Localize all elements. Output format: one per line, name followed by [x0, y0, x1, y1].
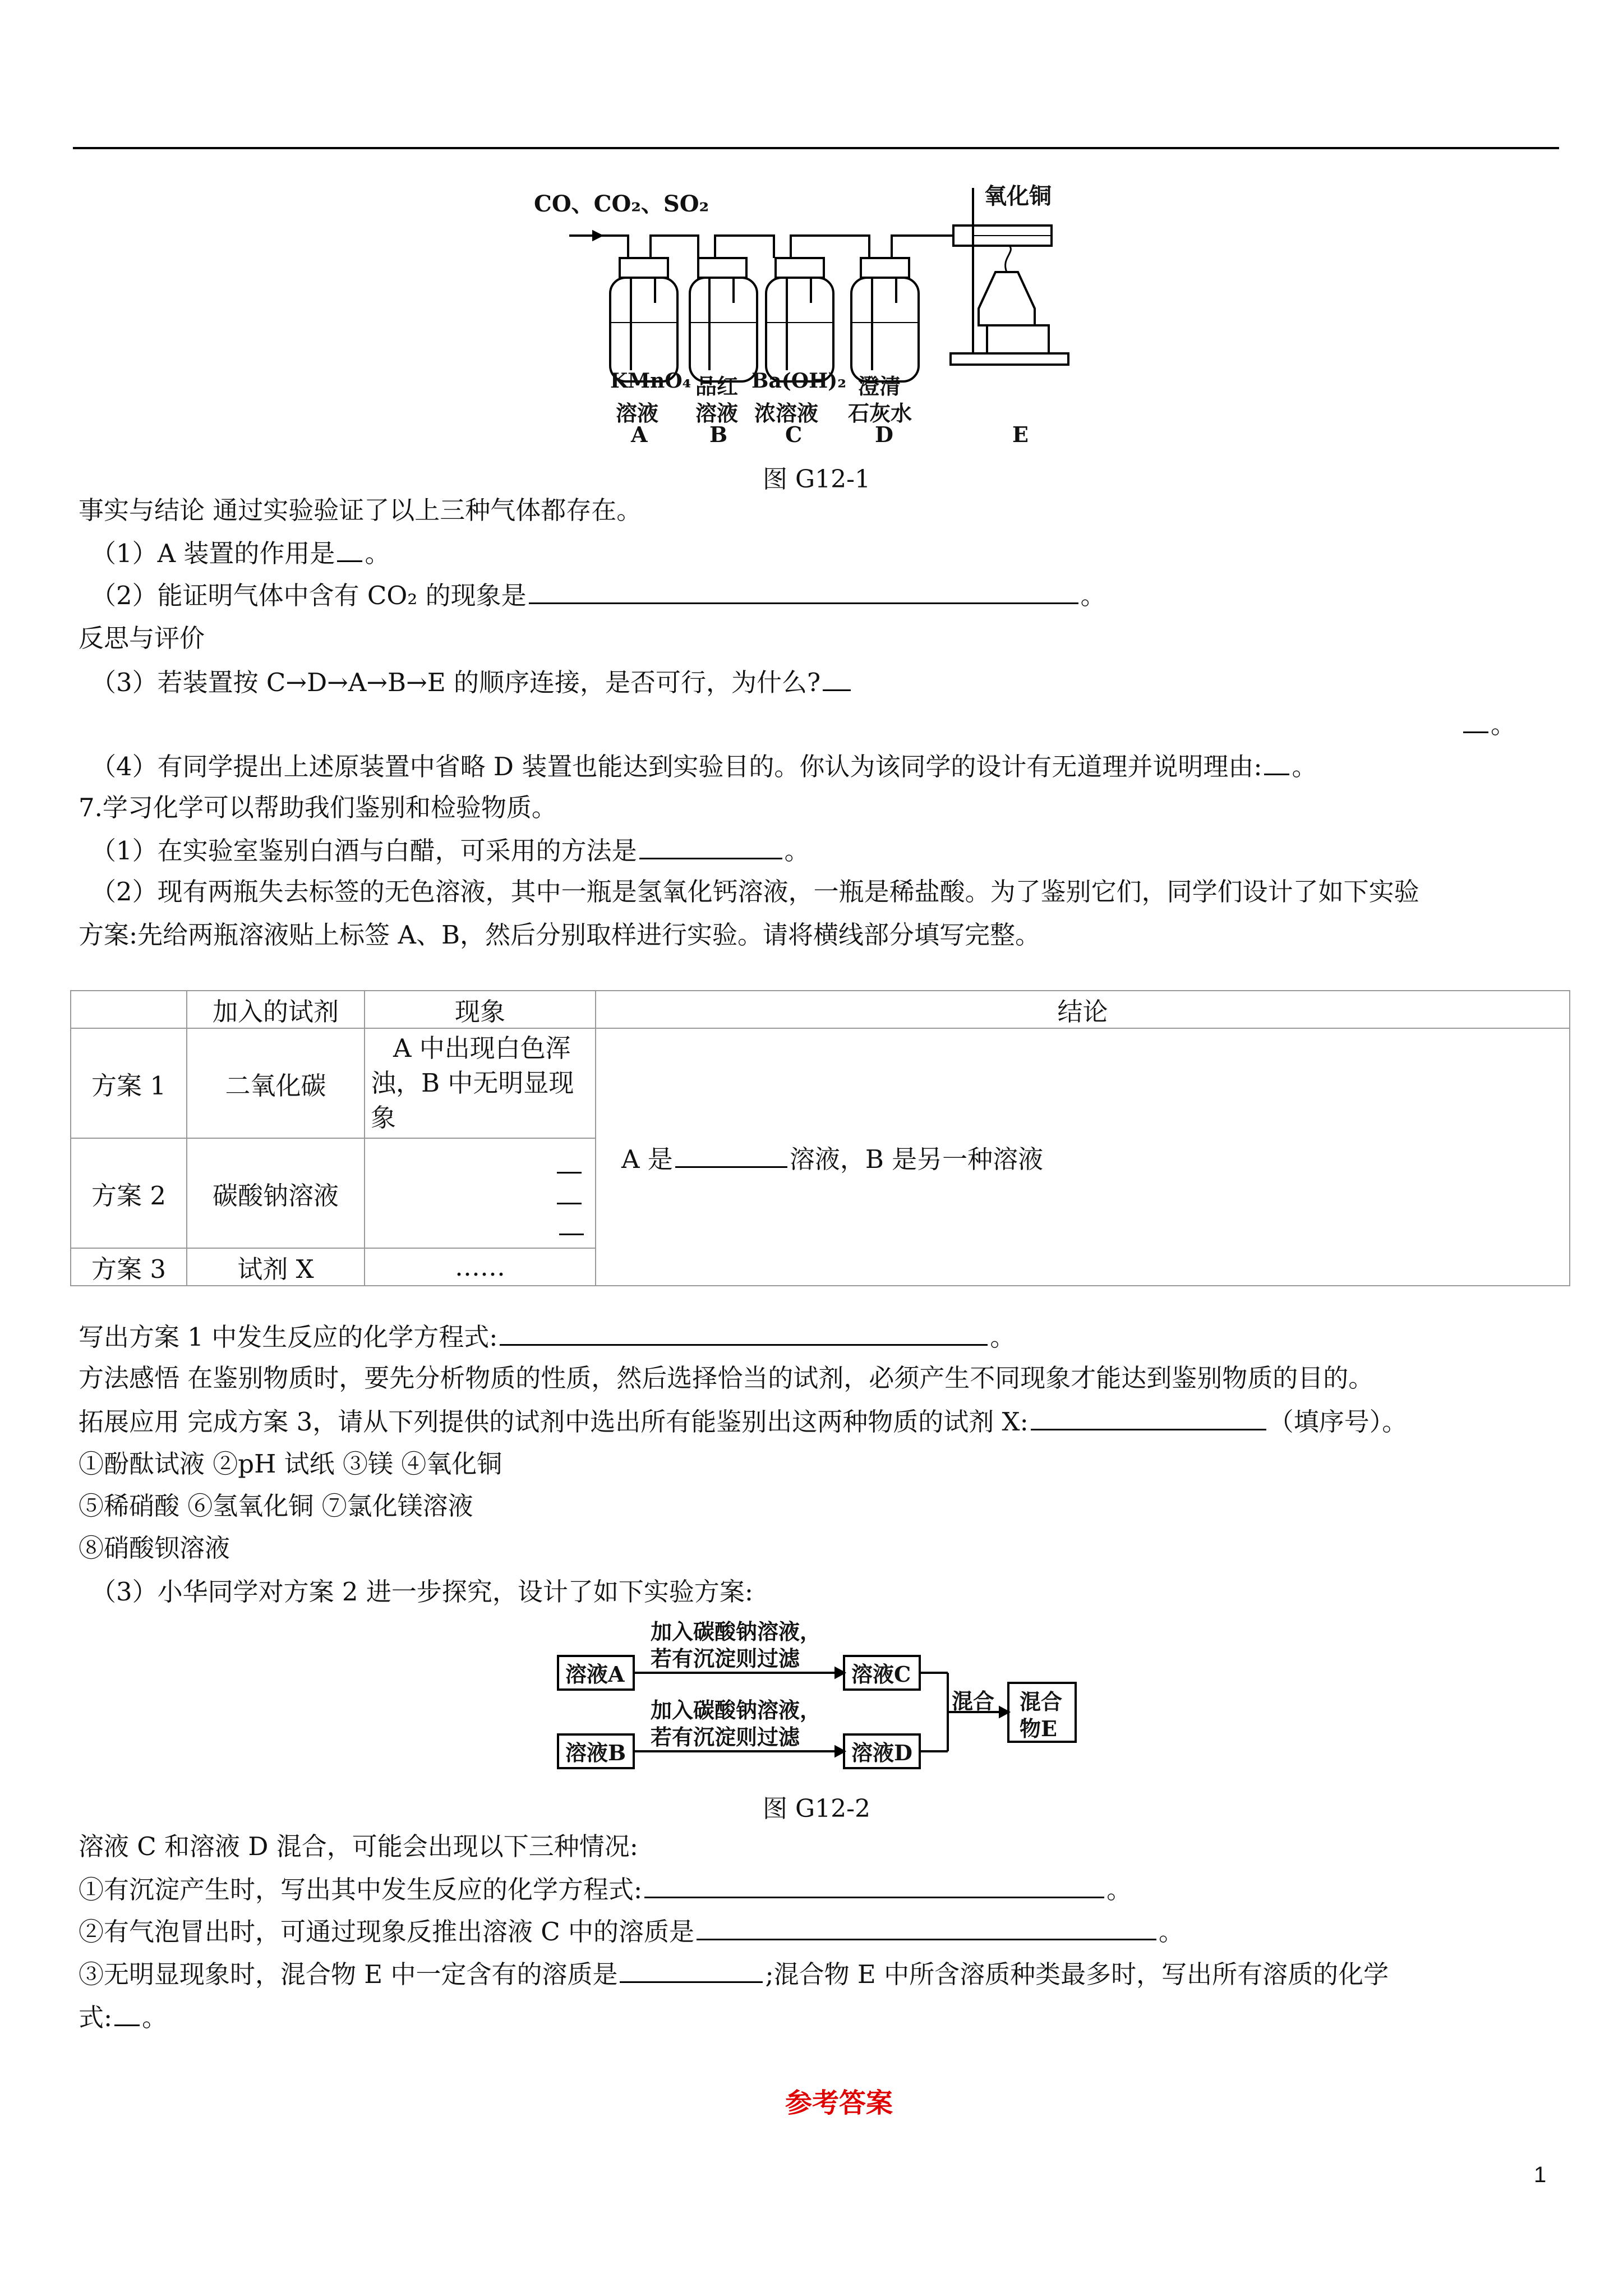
figure-g12-2-caption: 图 G12-2: [763, 1795, 870, 1823]
solution-b-label: 溶液B: [565, 1740, 626, 1765]
bottle-c-label-1: Ba(OH)₂: [751, 369, 846, 393]
q6-part1: （1）A 装置的作用是 。: [91, 536, 390, 570]
scheme-2-reagent: 碳酸钠溶液: [187, 1138, 365, 1248]
scheme-3-reagent: 试剂 X: [187, 1248, 365, 1286]
reference-answer-title: 参考答案: [785, 2087, 893, 2119]
answer-blank[interactable]: [644, 1872, 1104, 1898]
solution-a-label: 溶液A: [565, 1662, 625, 1687]
case-3-cont: 式: 。: [79, 2000, 167, 2035]
header-rule: [73, 147, 1559, 149]
case-3: ③无明显现象时，混合物 E 中一定含有的溶质是 ;混合物 E 中所含溶质种类最多时，写出所有溶质的化学: [79, 1957, 1389, 1991]
scheme-1-equation: 写出方案 1 中发生反应的化学方程式: 。: [79, 1319, 1015, 1354]
case-2: ②有气泡冒出时，可通过现象反推出溶液 C 中的溶质是 。: [79, 1914, 1184, 1949]
apparatus-e-letter: E: [1012, 422, 1029, 447]
mix-label: 混合: [952, 1688, 995, 1714]
reagent-options-3: ⑧硝酸钡溶液: [79, 1533, 230, 1563]
bottle-c-letter: C: [785, 422, 803, 447]
answer-blank[interactable]: [557, 1186, 582, 1204]
answer-blank[interactable]: [639, 833, 782, 859]
q7-part2-line1: （2）现有两瓶失去标签的无色溶液，其中一瓶是氢氧化钙溶液，一瓶是稀盐酸。为了鉴别它们，同学们设计了如下实验: [91, 877, 1419, 907]
case-1: ①有沉淀产生时，写出其中发生反应的化学方程式: 。: [79, 1872, 1132, 1907]
bottle-b-letter: B: [709, 422, 728, 447]
answer-blank[interactable]: [529, 578, 1078, 604]
answer-blank[interactable]: [1031, 1404, 1266, 1430]
table-header: [71, 991, 187, 1028]
scheme-1-reagent: 二氧化碳: [187, 1028, 365, 1138]
method-insight: 方法感悟 在鉴别物质时，要先分析物质的性质，然后选择恰当的试剂，必须产生不同现象才能达到鉴别物质的目的。: [79, 1363, 1374, 1393]
gases-label: CO、CO₂、SO₂: [534, 191, 709, 217]
q7-part2-line2: 方案:先给两瓶溶液贴上标签 A、B，然后分别取样进行实验。请将横线部分填写完整。: [79, 920, 1041, 950]
answer-blank[interactable]: [620, 1957, 763, 1983]
bottle-d-label-1: 澄清: [858, 374, 901, 399]
bottle-d-label-2: 石灰水: [848, 401, 912, 426]
bottle-a-label-1: KMnO₄: [610, 369, 691, 393]
step-label-1b: 若有沉淀则过滤: [651, 1646, 800, 1671]
mixture-e-label-1: 混合: [1020, 1689, 1063, 1714]
extension-application: 拓展应用 完成方案 3，请从下列提供的试剂中选出所有能鉴别出这两种物质的试剂 X: （填序号）。: [79, 1404, 1407, 1439]
answer-blank[interactable]: [1264, 749, 1289, 775]
scheme-1: 方案 1: [71, 1028, 187, 1138]
answer-blank[interactable]: [697, 1914, 1156, 1940]
q6-part2: （2）能证明气体中含有 CO₂ 的现象是 。: [91, 578, 1106, 613]
step-label-2b: 若有沉淀则过滤: [651, 1724, 800, 1750]
experiment-table: [70, 990, 1570, 1286]
mixing-intro: 溶液 C 和溶液 D 混合，可能会出现以下三种情况:: [79, 1832, 638, 1861]
figure-g12-1-caption: 图 G12-1: [763, 465, 870, 494]
scheme-2-phenomenon: [365, 1138, 596, 1248]
mixture-e-label-2: 物E: [1020, 1716, 1057, 1741]
q7-part3: （3）小华同学对方案 2 进一步探究，设计了如下实验方案:: [91, 1577, 754, 1607]
scheme-1-phenomenon: A 中出现白色浑浊，B 中无明显现象: [365, 1028, 596, 1138]
answer-blank[interactable]: [114, 2000, 140, 2026]
answer-blank[interactable]: [823, 665, 851, 691]
q6-part3: （3）若装置按 C→D→A→B→E 的顺序连接，是否可行，为什么?: [91, 665, 853, 700]
fact-conclusion: 事实与结论 通过实验验证了以上三种气体都存在。: [79, 495, 642, 525]
answer-blank[interactable]: [559, 1217, 584, 1235]
table-header: 结论: [596, 991, 1570, 1028]
step-label-2a: 加入碳酸钠溶液，: [651, 1697, 822, 1723]
scheme-2: 方案 2: [71, 1138, 187, 1248]
q7-part1: （1）在实验室鉴别白酒与白醋，可采用的方法是 。: [91, 833, 810, 868]
bottle-c-label-2: 浓溶液: [754, 401, 819, 426]
solution-c-label: 溶液C: [851, 1662, 911, 1687]
scheme-3-phenomenon: ……: [365, 1248, 596, 1286]
q7-stem: 7.学习化学可以帮助我们鉴别和检验物质。: [79, 793, 557, 822]
bottle-b-label-2: 溶液: [695, 401, 739, 426]
reagent-options-1: ①酚酞试液 ②pH 试纸 ③镁 ④氧化铜: [79, 1449, 502, 1479]
table-header: 现象: [365, 991, 596, 1028]
bottle-d-letter: D: [875, 422, 893, 447]
bottle-a-label-2: 溶液: [616, 401, 659, 426]
answer-blank[interactable]: [1463, 707, 1488, 733]
answer-blank[interactable]: [675, 1142, 787, 1168]
step-label-1a: 加入碳酸钠溶液，: [651, 1619, 822, 1644]
table-conclusion: A 是 溶液，B 是另一种溶液: [596, 1028, 1570, 1286]
answer-blank[interactable]: [557, 1155, 582, 1174]
answer-blank[interactable]: [337, 536, 362, 562]
table-header: 加入的试剂: [187, 991, 365, 1028]
page-number: 1: [1534, 2162, 1547, 2187]
q6-part3-end: 。: [1461, 707, 1516, 742]
reflection-heading: 反思与评价: [79, 623, 205, 653]
bottle-b-label-1: 品红: [695, 374, 739, 399]
scheme-3: 方案 3: [71, 1248, 187, 1286]
answer-blank[interactable]: [500, 1319, 988, 1346]
bottle-a-letter: A: [631, 422, 648, 447]
solution-d-label: 溶液D: [851, 1740, 912, 1765]
q6-part4: （4）有同学提出上述原装置中省略 D 装置也能达到实验目的。你认为该同学的设计有无道理并说明理由: 。: [91, 749, 1317, 784]
reagent-options-2: ⑤稀硝酸 ⑥氢氧化铜 ⑦氯化镁溶液: [79, 1491, 473, 1521]
copper-oxide-label: 氧化铜: [984, 183, 1052, 209]
